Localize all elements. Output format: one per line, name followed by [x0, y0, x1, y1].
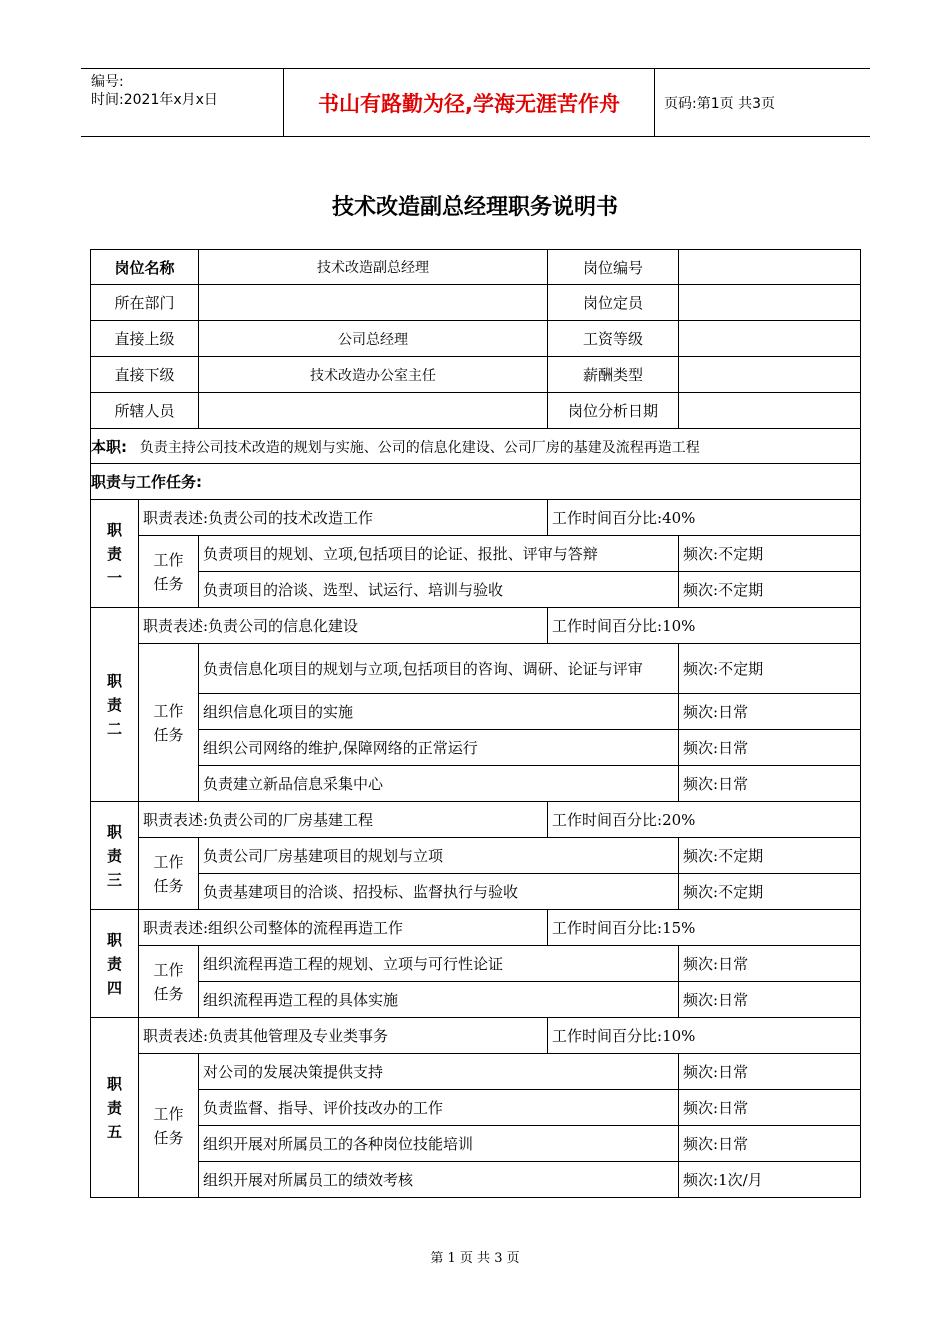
task-row — [91, 982, 861, 1018]
task-text: 负责项目的洽谈、选型、试运行、培训与验收 — [199, 572, 679, 608]
task-frequency: 频次:日常 — [679, 946, 861, 982]
duty-name — [91, 802, 139, 910]
task-frequency: 频次:日常 — [679, 1126, 861, 1162]
header-meta — [81, 69, 283, 136]
duty-name — [91, 1018, 139, 1198]
duty-row — [91, 910, 861, 946]
duty-name-char: 职 — [106, 822, 122, 841]
duty-row — [91, 500, 861, 536]
analysis-date-label: 岗位分析日期 — [548, 393, 679, 429]
duty-name-char: 四 — [106, 978, 122, 997]
duty-name-char: 职 — [106, 671, 122, 690]
task-label-line: 工作 — [153, 852, 184, 871]
duty-time-pct: 工作时间百分比:10% — [548, 608, 861, 644]
duties-title: 职责与工作任务: — [91, 464, 861, 500]
task-label-line: 任务 — [153, 725, 184, 744]
task-label-line: 工作 — [153, 550, 184, 569]
row-main-duty — [91, 429, 861, 464]
task-text: 负责项目的规划、立项,包括项目的论证、报批、评审与答辩 — [199, 536, 679, 572]
task-frequency: 频次:日常 — [679, 766, 861, 802]
task-label — [139, 946, 199, 1018]
duty-name — [91, 608, 139, 802]
header-page-info: 页码:第1页 共3页 — [664, 95, 775, 112]
position-no-value — [679, 250, 861, 285]
duty-name-char: 职 — [106, 520, 122, 539]
task-frequency: 频次:日常 — [679, 982, 861, 1018]
task-label — [139, 838, 199, 910]
task-text: 负责基建项目的洽谈、招投标、监督执行与验收 — [199, 874, 679, 910]
duty-name-char: 五 — [106, 1122, 122, 1141]
duty-name-char: 二 — [106, 719, 122, 738]
pay-type-label: 薪酬类型 — [548, 357, 679, 393]
task-frequency: 频次:不定期 — [679, 572, 861, 608]
task-label-line: 任务 — [153, 876, 184, 895]
task-frequency: 频次:不定期 — [679, 874, 861, 910]
task-label-line: 工作 — [153, 1104, 184, 1123]
task-frequency: 频次:不定期 — [679, 536, 861, 572]
task-label-line: 任务 — [153, 984, 184, 1003]
task-text: 组织信息化项目的实施 — [199, 694, 679, 730]
subordinate-value: 技术改造办公室主任 — [199, 357, 548, 393]
main-duty-text: 负责主持公司技术改造的规划与实施、公司的信息化建设、公司厂房的基建及流程再造工程 — [139, 439, 700, 456]
task-row — [91, 1054, 861, 1090]
duty-name-char: 责 — [106, 695, 122, 714]
task-row — [91, 536, 861, 572]
task-frequency: 频次:不定期 — [679, 838, 861, 874]
task-row — [91, 766, 861, 802]
page-header — [81, 68, 870, 137]
task-row — [91, 730, 861, 766]
task-frequency: 频次:日常 — [679, 1090, 861, 1126]
task-text: 组织公司网络的维护,保障网络的正常运行 — [199, 730, 679, 766]
headcount-value — [679, 285, 861, 321]
job-description-table — [90, 249, 861, 1198]
duty-name-char: 责 — [106, 1098, 122, 1117]
duty-time-pct: 工作时间百分比:20% — [548, 802, 861, 838]
row-position-name — [91, 250, 861, 285]
grade-value — [679, 321, 861, 357]
duty-name-char: 一 — [106, 568, 122, 587]
pay-type-value — [679, 357, 861, 393]
task-text: 负责公司厂房基建项目的规划与立项 — [199, 838, 679, 874]
duty-name-char: 责 — [106, 954, 122, 973]
main-duty-cell — [91, 429, 861, 464]
department-value — [199, 285, 548, 321]
duty-desc: 职责表述:负责公司的厂房基建工程 — [139, 802, 548, 838]
document-title: 技术改造副总经理职务说明书 — [331, 195, 618, 220]
task-text: 组织开展对所属员工的绩效考核 — [199, 1162, 679, 1198]
task-label — [139, 644, 199, 802]
task-row — [91, 838, 861, 874]
duty-row — [91, 802, 861, 838]
row-duties-title — [91, 464, 861, 500]
row-subordinate — [91, 357, 861, 393]
analysis-date-value — [679, 393, 861, 429]
department-label: 所在部门 — [91, 285, 199, 321]
duty-time-pct: 工作时间百分比:15% — [548, 910, 861, 946]
jurisdiction-label: 所辖人员 — [91, 393, 199, 429]
task-row — [91, 1126, 861, 1162]
position-no-label: 岗位编号 — [548, 250, 679, 285]
position-name-value: 技术改造副总经理 — [199, 250, 548, 285]
duty-time-pct: 工作时间百分比:10% — [548, 1018, 861, 1054]
task-text: 负责信息化项目的规划与立项,包括项目的咨询、调研、论证与评审 — [199, 644, 679, 694]
task-text: 组织流程再造工程的规划、立项与可行性论证 — [199, 946, 679, 982]
task-text: 组织流程再造工程的具体实施 — [199, 982, 679, 1018]
task-frequency: 频次:日常 — [679, 730, 861, 766]
task-label-line: 任务 — [153, 1128, 184, 1147]
main-duty-label: 本职: — [91, 437, 127, 456]
page-footer: 第 1 页 共 3 页 — [430, 1251, 520, 1266]
task-label — [139, 1054, 199, 1198]
duty-desc: 职责表述:组织公司整体的流程再造工作 — [139, 910, 548, 946]
duty-row — [91, 1018, 861, 1054]
row-jurisdiction — [91, 393, 861, 429]
task-row — [91, 946, 861, 982]
subordinate-label: 直接下级 — [91, 357, 199, 393]
row-superior — [91, 321, 861, 357]
task-row — [91, 694, 861, 730]
date-label: 时间:2021年x月x日 — [91, 92, 218, 108]
task-row — [91, 1090, 861, 1126]
task-row — [91, 1162, 861, 1198]
code-label: 编号: — [91, 74, 124, 90]
grade-label: 工资等级 — [548, 321, 679, 357]
position-name-label: 岗位名称 — [91, 250, 199, 285]
duty-name-char: 责 — [106, 544, 122, 563]
row-department — [91, 285, 861, 321]
task-text: 负责建立新品信息采集中心 — [199, 766, 679, 802]
header-motto: 书山有路勤为径,学海无涯苦作舟 — [283, 69, 655, 136]
duty-desc: 职责表述:负责公司的信息化建设 — [139, 608, 548, 644]
superior-value: 公司总经理 — [199, 321, 548, 357]
task-row — [91, 644, 861, 694]
duty-name — [91, 910, 139, 1018]
duty-name — [91, 500, 139, 608]
jurisdiction-value — [199, 393, 548, 429]
task-frequency: 频次:日常 — [679, 694, 861, 730]
task-label-line: 工作 — [153, 960, 184, 979]
task-row — [91, 874, 861, 910]
task-text: 组织开展对所属员工的各种岗位技能培训 — [199, 1126, 679, 1162]
task-text: 对公司的发展决策提供支持 — [199, 1054, 679, 1090]
duty-name-char: 三 — [106, 870, 122, 889]
duty-desc: 职责表述:负责其他管理及专业类事务 — [139, 1018, 548, 1054]
duty-desc: 职责表述:负责公司的技术改造工作 — [139, 500, 548, 536]
task-row — [91, 572, 861, 608]
task-label — [139, 536, 199, 608]
duty-name-char: 职 — [106, 930, 122, 949]
task-frequency: 频次:1次/月 — [679, 1162, 861, 1198]
duty-row — [91, 608, 861, 644]
duty-time-pct: 工作时间百分比:40% — [548, 500, 861, 536]
duty-name-char: 职 — [106, 1074, 122, 1093]
task-text: 负责监督、指导、评价技改办的工作 — [199, 1090, 679, 1126]
task-frequency: 频次:不定期 — [679, 644, 861, 694]
superior-label: 直接上级 — [91, 321, 199, 357]
task-label-line: 任务 — [153, 574, 184, 593]
task-frequency: 频次:日常 — [679, 1054, 861, 1090]
headcount-label: 岗位定员 — [548, 285, 679, 321]
task-label-line: 工作 — [153, 701, 184, 720]
duty-name-char: 责 — [106, 846, 122, 865]
